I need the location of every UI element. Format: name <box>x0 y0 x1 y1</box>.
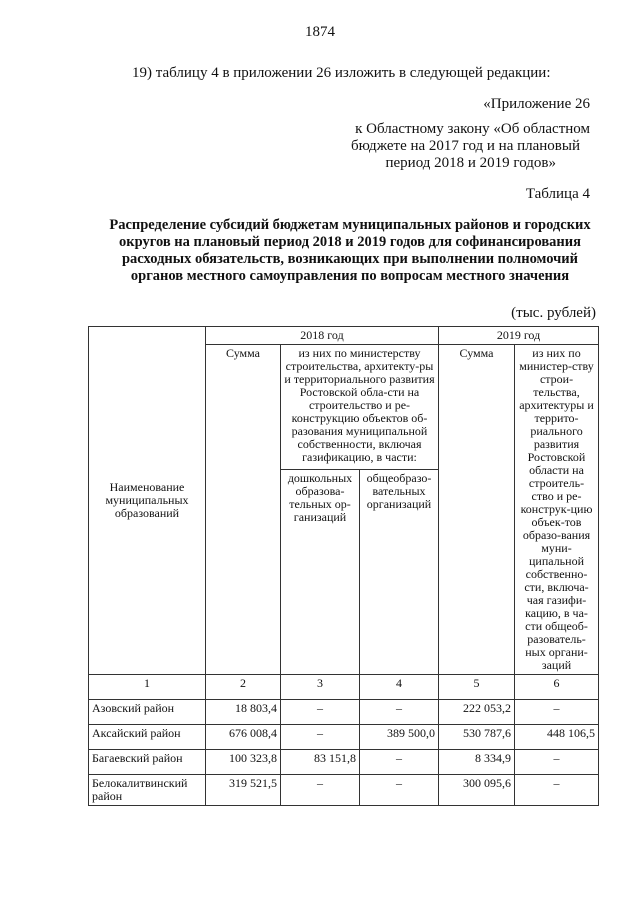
col-number: 1 <box>89 675 206 700</box>
col-number: 6 <box>515 675 599 700</box>
cell-general: – <box>360 750 439 775</box>
row-name: Азовский район <box>89 700 206 725</box>
table-label: Таблица 4 <box>525 186 590 202</box>
cell-general: – <box>360 700 439 725</box>
cell-preschool: 83 151,8 <box>281 750 360 775</box>
header-sum-2018: Сумма <box>206 345 281 675</box>
title-line-1: Распределение субсидий бюджетам муниципальных районов и городских <box>109 217 591 233</box>
row-name: Белокалитвинский район <box>89 775 206 806</box>
cell-sum-2019: 8 334,9 <box>439 750 515 775</box>
table-title <box>60 217 640 285</box>
header-name-column: Наименование муниципальных образований <box>89 327 206 675</box>
cell-sum-2019: 222 053,2 <box>439 700 515 725</box>
cell-preschool: – <box>281 775 360 806</box>
cell-sum-2018: 100 323,8 <box>206 750 281 775</box>
appendix-line-3: бюджете на 2017 год и на плановый <box>350 138 580 154</box>
cell-general: 389 500,0 <box>360 725 439 750</box>
table-row <box>89 700 599 725</box>
title-line-4: органов местного самоуправления по вопросам местного значения <box>130 268 570 284</box>
cell-sum-2018: 676 008,4 <box>206 725 281 750</box>
col-number: 3 <box>281 675 360 700</box>
header-general-education: общеобразо-вательных организаций <box>360 470 439 675</box>
units-label: (тыс. рублей) <box>511 305 596 321</box>
appendix-line-4: период 2018 и 2019 годов» <box>385 155 556 171</box>
intro-text: 19) таблицу 4 в приложении 26 изложить в следующей редакции: <box>132 65 551 81</box>
title-line-3: расходных обязательств, возникающих при выполнении полномочий <box>121 251 578 267</box>
col-number: 4 <box>360 675 439 700</box>
header-ministry-2018: из них по министерству строительства, архитекту-ры и территориального развития Ростовской обла-сти на строительство и ре-конструкцию объектов об-разования муниципальной собственности, включая газификацию, в части: <box>281 345 439 470</box>
col-number: 5 <box>439 675 515 700</box>
header-ministry-2019: из них по министер-ству строи-тельства, архитектуры и террито-риального развития Ростовской области на строитель-ство и ре-конструк-цию объек-тов образо-вания муни-ципальной собственно-сти, включа-чая газифи-кацию, в ча-сти общеоб-разователь-ных органи-заций <box>515 345 599 675</box>
cell-ministry-2019: – <box>515 775 599 806</box>
cell-preschool: – <box>281 700 360 725</box>
appendix-line-2: к Областному закону «Об областном <box>355 121 590 137</box>
header-sum-2019: Сумма <box>439 345 515 675</box>
header-preschool: дошкольных образова-тельных ор-ганизаций <box>281 470 360 675</box>
cell-ministry-2019: – <box>515 700 599 725</box>
col-number: 2 <box>206 675 281 700</box>
page-number: 1874 <box>305 24 335 40</box>
table-row <box>89 725 599 750</box>
cell-general: – <box>360 775 439 806</box>
cell-preschool: – <box>281 725 360 750</box>
subsidy-table <box>88 326 599 806</box>
title-line-2: округов на плановый период 2018 и 2019 годов для софинансирования <box>119 234 581 250</box>
table-row <box>89 775 599 806</box>
cell-ministry-2019: 448 106,5 <box>515 725 599 750</box>
cell-sum-2019: 300 095,6 <box>439 775 515 806</box>
cell-sum-2018: 18 803,4 <box>206 700 281 725</box>
cell-ministry-2019: – <box>515 750 599 775</box>
table-row <box>89 750 599 775</box>
cell-sum-2018: 319 521,5 <box>206 775 281 806</box>
row-name: Багаевский район <box>89 750 206 775</box>
row-name: Аксайский район <box>89 725 206 750</box>
header-year-2018: 2018 год <box>206 327 439 345</box>
appendix-line-1: «Приложение 26 <box>483 96 590 112</box>
header-year-2019: 2019 год <box>439 327 599 345</box>
cell-sum-2019: 530 787,6 <box>439 725 515 750</box>
